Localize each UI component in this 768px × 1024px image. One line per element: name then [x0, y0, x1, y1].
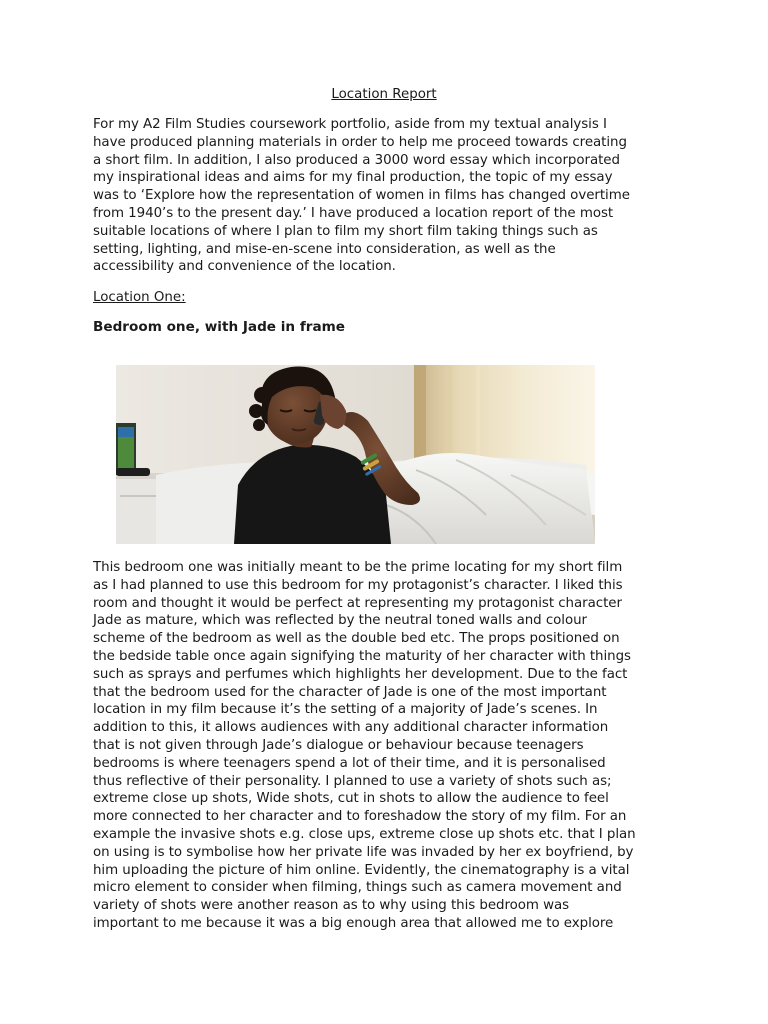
intro-paragraph [93, 116, 683, 276]
location-photo [116, 365, 595, 544]
body-line: This bedroom one was initially meant to be the prime locating for my short film [93, 560, 623, 575]
intro-line: For my A2 Film Studies coursework portfolio, aside from my textual analysis I [93, 117, 607, 132]
intro-line: setting, lighting, and mise-en-scene into consideration, as well as the [93, 241, 556, 257]
body-line: extreme close up shots, Wide shots, cut in shots to allow the audience to feel [93, 791, 609, 807]
body-line: that the bedroom used for the character of Jade is one of the most important [93, 684, 607, 700]
document-title: Location Report [331, 87, 437, 102]
body-line: Jade as mature, which was reflected by the neutral toned walls and colour [93, 613, 588, 629]
body-line: the bedside table once again signifying the maturity of her character with things [93, 648, 631, 664]
body-paragraph [93, 559, 683, 933]
intro-line: have produced planning materials in order to help me proceed towards creating [93, 134, 627, 150]
body-line: that is not given through Jade’s dialogue or behaviour because teenagers [93, 737, 584, 753]
body-line: as I had planned to use this bedroom for my protagonist’s character. I liked this [93, 577, 623, 593]
body-line: on using is to symbolise how her private life was invaded by her ex boyfriend, by [93, 844, 634, 860]
body-line: variety of shots were another reason as to why using this bedroom was [93, 898, 570, 914]
body-line: addition to this, it allows audiences with any additional character information [93, 720, 609, 736]
intro-line: from 1940’s to the present day.’ I have produced a location report of the most [93, 205, 614, 221]
body-line: bedrooms is where teenagers spend a lot of their time, and it is personalised [93, 755, 606, 771]
photo-heading: Bedroom one, with Jade in frame [93, 319, 346, 335]
intro-line: suitable locations of where I plan to film my short film taking things such as [93, 223, 598, 239]
body-line: important to me because it was a big enough area that allowed me to explore [93, 915, 614, 931]
body-line: such as sprays and perfumes which highlights her development. Due to the fact [93, 666, 628, 682]
body-line: room and thought it would be perfect at representing my protagonist character [93, 595, 622, 611]
body-line: thus reflective of their personality. I planned to use a variety of shots such as; [93, 773, 612, 789]
body-line: example the invasive shots e.g. close ups, extreme close up shots etc. that I plan [93, 826, 636, 842]
intro-line: a short film. In addition, I also produced a 3000 word essay which incorporated [93, 152, 620, 168]
intro-line: was to ‘Explore how the representation of women in films has changed overtime [93, 188, 630, 204]
body-line: more connected to her character and to foreshadow the story of my film. For an [93, 809, 627, 825]
section-label: Location One: [93, 290, 186, 305]
body-line: him uploading the picture of him online. Evidently, the cinematography is a vital [93, 862, 630, 878]
body-line: micro element to consider when filming, things such as camera movement and [93, 880, 622, 896]
intro-line: my inspirational ideas and aims for my final production, the topic of my essay [93, 170, 613, 186]
body-line: scheme of the bedroom as well as the double bed etc. The props positioned on [93, 631, 620, 647]
intro-line: accessibility and convenience of the location. [93, 259, 396, 275]
body-line: location in my film because it’s the setting of a majority of Jade’s scenes. In [93, 702, 598, 718]
